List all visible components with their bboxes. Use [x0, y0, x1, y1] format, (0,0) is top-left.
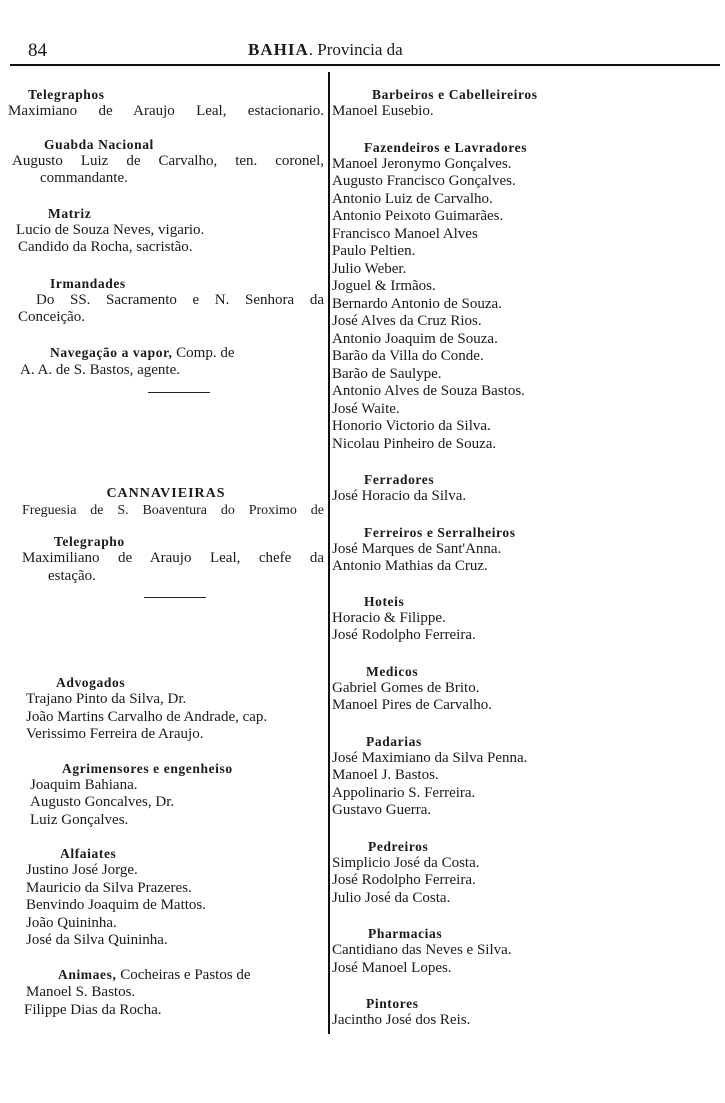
column-divider	[328, 72, 330, 1034]
entry-line: José Alves da Cruz Rios.	[332, 313, 482, 329]
entry-line: Joguel & Irmãos.	[332, 278, 436, 294]
section-heading: Telegrapho	[54, 534, 125, 549]
section-pharmacias	[332, 925, 712, 977]
section-heading-bold: Animaes,	[58, 966, 117, 982]
section-navegacao	[8, 344, 324, 393]
section-heading-rest: Comp. de	[172, 344, 235, 361]
section-heading: Pintores	[366, 996, 419, 1011]
entry-line: Maximiliano de Araujo Leal, chefe da	[22, 550, 324, 566]
entry-line: Justino José Jorge.	[26, 862, 138, 878]
entry-line: Filippe Dias da Rocha.	[24, 1001, 162, 1018]
section-animaes	[8, 966, 324, 1020]
section-heading: Irmandades	[50, 275, 126, 291]
entry-line: José Marques de Sant'Anna.	[332, 540, 502, 557]
entry-line: Gabriel Gomes de Brito.	[332, 679, 480, 696]
entry-line: Horacio & Filippe.	[332, 609, 446, 626]
entry-line: Julio Weber.	[332, 260, 407, 277]
entry-line: Manoel Jeronymo Gonçalves.	[332, 155, 512, 172]
entry-line: Francisco Manoel Alves	[332, 225, 478, 242]
header-rule	[10, 64, 720, 66]
running-header-title: BAHIA	[248, 40, 309, 59]
entry-line: Maximiano de Araujo Leal, estacionario.	[8, 103, 324, 119]
entry-line: commandante.	[40, 170, 128, 186]
section-heading: Pharmacias	[368, 926, 443, 941]
entry-line: Barão da Villa do Conde.	[332, 348, 484, 364]
entry-line: Antonio Mathias da Cruz.	[332, 558, 488, 574]
entry-line: Do SS. Sacramento e N. Senhora da	[36, 291, 324, 308]
section-ferreiros	[332, 524, 712, 576]
entry-line: João Quininha.	[26, 914, 117, 931]
running-header-subtitle: . Provincia da	[308, 40, 403, 59]
entry-line: Benvindo Joaquim de Mattos.	[26, 897, 206, 913]
entry-line: Paulo Peltien.	[332, 243, 416, 259]
section-heading: Ferradores	[364, 472, 435, 487]
entry-line: Simplicio José da Costa.	[332, 854, 480, 871]
entry-line: estação.	[48, 567, 96, 584]
left-column	[8, 86, 324, 1019]
entry-line: Barão de Saulype.	[332, 365, 442, 382]
section-fazendeiros	[332, 139, 712, 454]
entry-line: Gustavo Guerra.	[332, 802, 432, 818]
entry-line: Appolinario S. Ferreira.	[332, 784, 476, 801]
section-pedreiros	[332, 838, 712, 908]
entry-line: A. A. de S. Bastos, agente.	[20, 362, 180, 378]
entry-line: Manoel J. Bastos.	[332, 767, 439, 783]
section-heading	[8, 966, 324, 985]
entry-line: Mauricio da Silva Prazeres.	[26, 879, 192, 896]
entry-line: Augusto Luiz de Carvalho, ten. coronel,	[12, 152, 324, 169]
section-heading-bold: Navegação a vapor,	[50, 344, 173, 360]
section-matriz	[8, 205, 324, 257]
parish-line: Freguesia de S. Boaventura do Proximo de	[22, 502, 324, 518]
section-telegraphos	[8, 86, 324, 121]
section-heading: Padarias	[366, 733, 422, 749]
section-ferradores	[332, 471, 712, 506]
entry-line: Antonio Luiz de Carvalho.	[332, 190, 493, 207]
entry-line: Manoel S. Bastos.	[26, 984, 136, 1000]
entry-line: Augusto Francisco Gonçalves.	[332, 173, 516, 189]
entry-line: Verissimo Ferreira de Araujo.	[26, 726, 204, 742]
section-padarias	[332, 733, 712, 820]
section-heading	[8, 344, 324, 363]
section-heading: Guabda Nacional	[44, 136, 154, 152]
section-hoteis	[332, 593, 712, 645]
section-heading: Medicos	[366, 663, 419, 679]
entry-line: José da Silva Quininha.	[26, 932, 168, 948]
entry-line: Jacintho José dos Reis.	[332, 1012, 471, 1028]
separator-rule	[148, 392, 210, 393]
entry-line: José Waite.	[332, 400, 400, 417]
entry-line: Antonio Joaquim de Souza.	[332, 330, 498, 347]
section-heading: Matriz	[48, 205, 92, 221]
entry-line: José Rodolpho Ferreira.	[332, 627, 476, 643]
entry-line: Conceição.	[18, 309, 86, 325]
section-heading: Fazendeiros e Lavradores	[364, 139, 528, 155]
entry-line: Honorio Victorio da Silva.	[332, 418, 491, 434]
entry-line: Julio José da Costa.	[332, 889, 451, 906]
entry-line: Nicolau Pinheiro de Souza.	[332, 435, 497, 452]
right-column	[332, 86, 712, 1030]
entry-line: Antonio Alves de Souza Bastos.	[332, 383, 525, 399]
section-alfaiates	[8, 845, 324, 950]
entry-line: João Martins Carvalho de Andrade, cap.	[26, 708, 268, 725]
town-title: CANNAVIEIRAS	[106, 485, 226, 501]
entry-line: José Rodolpho Ferreira.	[332, 872, 476, 888]
section-pintores	[332, 995, 712, 1030]
section-advogados	[8, 674, 324, 744]
section-barbeiros	[332, 86, 712, 121]
section-agrimensores	[8, 760, 324, 830]
section-heading: Ferreiros e Serralheiros	[364, 524, 516, 540]
running-header	[248, 40, 403, 60]
entry-line: Joaquim Bahiana.	[30, 776, 138, 793]
section-heading: Telegraphos	[28, 87, 105, 102]
section-cannavieiras	[8, 485, 324, 520]
entry-line: Manoel Pires de Carvalho.	[332, 697, 492, 713]
section-medicos	[332, 663, 712, 715]
section-guarda-nacional	[8, 136, 324, 188]
section-heading: Agrimensores e engenheiso	[62, 760, 233, 776]
separator-rule	[144, 597, 206, 598]
entry-line: José Maximiano da Silva Penna.	[332, 749, 528, 766]
section-heading: Advogados	[56, 675, 126, 690]
entry-line: Cantidiano das Neves e Silva.	[332, 942, 512, 958]
section-telegrapho	[8, 533, 324, 598]
section-irmandades	[8, 275, 324, 327]
entry-line: Augusto Goncalves, Dr.	[30, 794, 175, 810]
entry-line: Lucio de Souza Neves, vigario.	[16, 221, 205, 238]
entry-line: Manoel Eusebio.	[332, 103, 434, 119]
entry-line: Trajano Pinto da Silva, Dr.	[26, 691, 187, 707]
entry-line: José Manoel Lopes.	[332, 959, 452, 976]
section-heading: Barbeiros e Cabelleireiros	[372, 87, 538, 102]
section-heading: Hoteis	[364, 593, 405, 609]
entry-line: José Horacio da Silva.	[332, 488, 467, 504]
entry-line: Luiz Gonçalves.	[30, 811, 129, 828]
entry-line: Candido da Rocha, sacristão.	[18, 239, 193, 255]
section-heading: Pedreiros	[368, 838, 429, 854]
section-heading: Alfaiates	[60, 846, 117, 861]
page-number: 84	[28, 40, 47, 61]
entry-line: Bernardo Antonio de Souza.	[332, 295, 502, 312]
entry-line: Antonio Peixoto Guimarães.	[332, 208, 504, 224]
section-heading-rest: Cocheiras e Pastos de	[116, 966, 251, 983]
